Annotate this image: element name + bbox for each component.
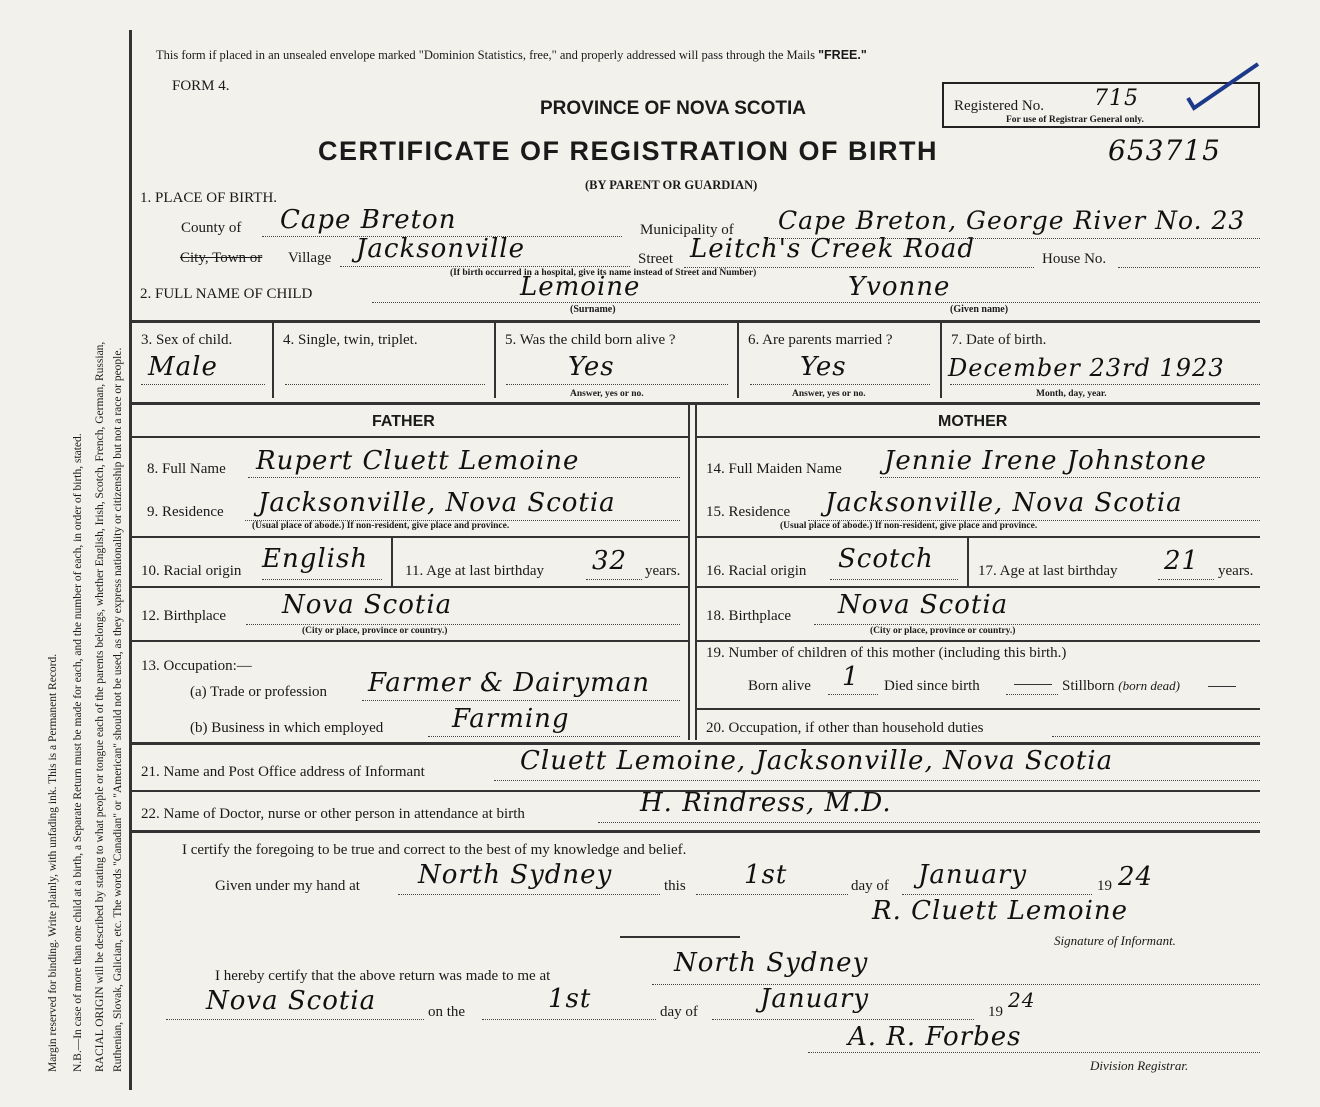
father-age-value: 32 [592,546,628,576]
registrar-day-of-label: day of [660,1004,698,1020]
handwritten-number: 653715 [1108,134,1221,167]
parents-married-value: Yes [800,352,847,382]
trade-value: Farmer & Dairyman [368,668,651,698]
certify-statement: I certify the foregoing to be true and correct to the best of my knowledge and belief. [182,842,687,858]
father-heading: FATHER [372,413,435,430]
father-residence-note: (Usual place of abode.) If non-resident, give place and province. [252,521,510,531]
born-alive-count-value: 1 [842,662,860,692]
cert-day-value: 1st [744,860,788,890]
registration-box [942,82,1260,128]
died-since-birth-label: Died since birth [884,678,980,694]
informant-value: Cluett Lemoine, Jacksonville, Nova Scotia [520,746,1114,776]
cert-year-prefix: 19 [1097,878,1112,894]
place-heading: 1. PLACE OF BIRTH. [140,190,278,206]
reg-note: For use of Registrar General only. [1006,115,1144,125]
father-race-value: English [262,544,369,574]
born-alive-caption: Answer, yes or no. [570,389,644,399]
municipality-value: Cape Breton, George River No. 23 [778,206,1246,235]
mother-residence-note: (Usual place of abode.) If non-resident, give place and province. [780,521,1038,531]
informant-signature: R. Cluett Lemoine [872,896,1129,926]
registrar-place-value: North Sydney [674,948,869,978]
child-name-label: 2. FULL NAME OF CHILD [140,286,313,302]
postal-note: This form if placed in an unsealed envelope marked "Dominion Statistics, free," and properly addressed will pass through the Mails "FREE." [156,48,867,62]
given-caption: (Given name) [950,304,1009,315]
registrar-year-value: 24 [1008,988,1036,1012]
single-twin-label: 4. Single, twin, triplet. [283,332,418,348]
father-residence-value: Jacksonville, Nova Scotia [258,488,616,518]
dob-caption: Month, day, year. [1036,389,1107,399]
mother-residence-value: Jacksonville, Nova Scotia [825,488,1183,518]
father-birthplace-note: (City or place, province or country.) [302,626,448,636]
mother-name-label: 14. Full Maiden Name [706,461,842,477]
father-birthplace-label: 12. Birthplace [141,608,226,624]
margin-note-2: N.B.—In case of more than one child at a birth, a Separate Return must be made for each, and the number of each, in order of birth, stated. [72,433,84,1072]
father-residence-label: 9. Residence [147,504,224,520]
business-label: (b) Business in which employed [190,720,384,736]
street-label: Street [638,251,673,267]
children-label: 19. Number of children of this mother (including this birth.) [706,645,1067,661]
informant-label: 21. Name and Post Office address of Informant [141,764,425,780]
father-birthplace-value: Nova Scotia [282,590,453,620]
margin-note-1: Margin reserved for binding. Write plainly, with unfading ink. This is a Permanent Record. [47,653,59,1072]
registrar-caption: Division Registrar. [1090,1058,1189,1073]
given-place-value: North Sydney [418,860,613,890]
municipality-label: Municipality of [640,222,734,238]
cert-day-of-label: day of [851,878,889,894]
child-given-name: Yvonne [848,272,951,302]
father-name-value: Rupert Cluett Lemoine [256,446,580,476]
registrar-on-the-label: on the [428,1004,466,1020]
mother-name-value: Jennie Irene Johnstone [884,446,1207,476]
registrar-day-value: 1st [548,984,592,1014]
given-under-label: Given under my hand at [215,878,360,894]
mother-age-unit: years. [1218,563,1254,579]
surname-caption: (Surname) [570,304,616,315]
stillborn-label: Stillborn (born dead) [1062,678,1181,694]
trade-label: (a) Trade or profession [190,684,328,700]
registrar-signature: A. R. Forbes [848,1022,1022,1052]
mother-heading: MOTHER [938,413,1008,430]
margin-note-3: RACIAL ORIGIN will be described by stating to what people or tongue each of the parents belongs, whether English, Irish, Scotch, French, German, Russian, [94,341,106,1072]
registrar-statement: I hereby certify that the above return was made to me at [215,968,551,984]
margin-rule [129,30,132,1090]
reg-value: 715 [1094,86,1139,111]
county-value: Cape Breton [280,205,457,235]
registrar-place-value-2: Nova Scotia [206,986,377,1016]
margin-note-4: Ruthenian, Slovak, Galician, etc. The words "Canadian" or "American" should not be used, as they express nationality or citizenship but not a race or people. [112,347,124,1072]
mother-race-value: Scotch [838,544,934,574]
province-heading: PROVINCE OF NOVA SCOTIA [540,98,807,119]
this-label: this [664,878,686,894]
mother-birthplace-value: Nova Scotia [838,590,1009,620]
city-town-label: City, Town or [180,250,263,266]
house-label: House No. [1042,251,1107,267]
cert-year-value: 24 [1118,862,1154,892]
mother-occupation-label: 20. Occupation, if other than household duties [706,720,984,736]
certificate-subtitle: (BY PARENT OR GUARDIAN) [585,178,758,192]
mother-age-value: 21 [1164,546,1200,576]
registrar-month-value: January [760,984,870,1014]
born-alive-count-label: Born alive [748,678,811,694]
village-value: Jacksonville [356,234,526,264]
parents-married-label: 6. Are parents married ? [748,332,893,348]
village-label: Village [288,250,332,266]
dob-value: December 23rd 1923 [948,354,1225,382]
registrar-year-prefix: 19 [988,1004,1003,1020]
mother-birthplace-note: (City or place, province or country.) [870,626,1016,636]
dob-label: 7. Date of birth. [951,332,1047,348]
check-mark-icon [1182,58,1262,114]
father-race-label: 10. Racial origin [141,563,242,579]
sex-value: Male [148,352,218,382]
father-occupation-label: 13. Occupation:— [141,658,252,674]
born-alive-label: 5. Was the child born alive ? [505,332,676,348]
father-age-unit: years. [645,563,681,579]
mother-birthplace-label: 18. Birthplace [706,608,791,624]
mother-race-label: 16. Racial origin [706,563,807,579]
street-value: Leitch's Creek Road [690,234,975,264]
county-label: County of [181,220,242,236]
certificate-title: CERTIFICATE OF REGISTRATION OF BIRTH [318,136,938,166]
father-age-label: 11. Age at last birthday [405,563,544,579]
mother-age-label: 17. Age at last birthday [978,563,1118,579]
form-number: FORM 4. [172,78,230,94]
sex-label: 3. Sex of child. [141,332,233,348]
reg-label: Registered No. [954,98,1044,114]
signature-caption: Signature of Informant. [1054,933,1176,948]
hospital-note: (If birth occurred in a hospital, give its name instead of Street and Number) [450,268,757,278]
father-name-label: 8. Full Name [147,461,226,477]
child-surname: Lemoine [520,272,641,302]
business-value: Farming [452,704,570,734]
cert-month-value: January [918,860,1028,890]
parents-married-caption: Answer, yes or no. [792,389,866,399]
doctor-label: 22. Name of Doctor, nurse or other person in attendance at birth [141,806,525,822]
mother-residence-label: 15. Residence [706,504,791,520]
doctor-value: H. Rindress, M.D. [640,788,892,818]
born-alive-value: Yes [568,352,615,382]
